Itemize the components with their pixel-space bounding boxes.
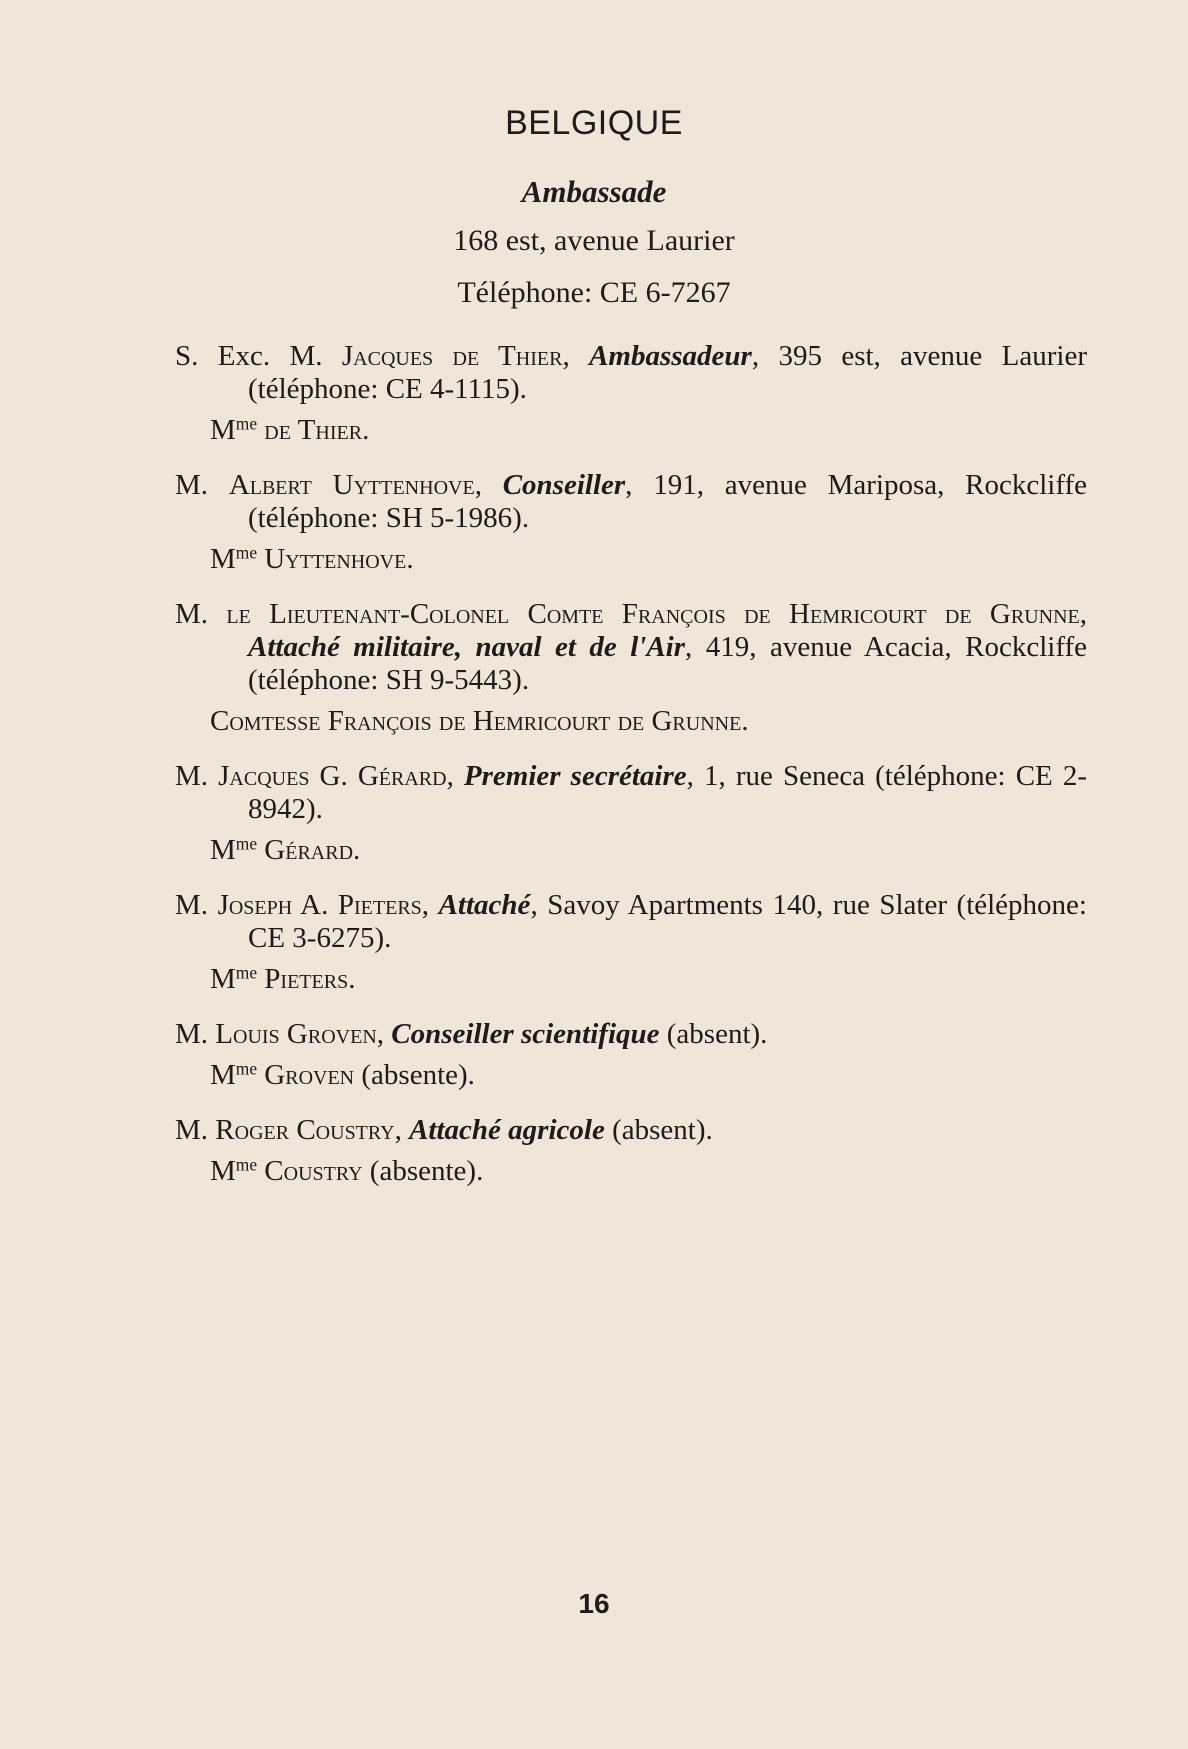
spouse-line: $M^{me}$ Gérard. (210, 833, 361, 866)
staff-name: Jacques de Thier (341, 340, 563, 372)
staff-line: S. Exc. M. Jacques de Thier, Ambassadeur, 395 est, avenue Laurier (téléphone: CE 4-1115). (175, 340, 1087, 405)
staff-title: Attaché (438, 889, 531, 921)
staff-name: Joseph A. Pieters (217, 889, 422, 921)
staff-line: M. Roger Coustry, Attaché agricole (absent). (175, 1114, 713, 1146)
spouse-line: Comtesse François de Hemricourt de Grunne. (210, 705, 749, 737)
staff-title: Premier secrétaire (463, 760, 687, 792)
spouse-line: $M^{me}$ Coustry (absente). (210, 1154, 484, 1187)
section-subtitle: Ambassade (521, 174, 667, 209)
staff-name: Louis Groven (215, 1018, 377, 1050)
staff-title: Attaché agricole (409, 1114, 605, 1146)
staff-name: le Lieutenant-Colonel Comte François de Hemricourt de Grunne (226, 598, 1080, 630)
embassy-address: 168 est, avenue Laurier (453, 224, 735, 257)
staff-entry (175, 889, 1087, 996)
embassy-phone: Téléphone: CE 6-7267 (457, 276, 731, 309)
page-number: 16 (578, 1588, 610, 1619)
spouse-line: $M^{me}$ Groven (absente). (210, 1058, 475, 1091)
staff-title: Attaché militaire, naval et de l'Air (248, 631, 686, 663)
staff-name: Roger Coustry (215, 1114, 395, 1146)
staff-entry (175, 598, 1087, 738)
staff-entry (175, 1114, 1087, 1188)
staff-entry (175, 340, 1087, 447)
staff-name: Albert Uyttenhove (228, 469, 475, 501)
staff-entry (175, 469, 1087, 576)
spouse-line: $M^{me}$ Pieters. (210, 962, 356, 995)
spouse-line: $M^{me}$ Uyttenhove. (210, 542, 414, 575)
staff-entry (175, 1018, 1087, 1092)
staff-line: M. Albert Uyttenhove, Conseiller, 191, avenue Mariposa, Rockcliffe (téléphone: SH 5-1986). (175, 469, 1087, 534)
staff-line: M. Louis Groven, Conseiller scientifique (absent). (175, 1018, 768, 1050)
staff-title: Conseiller scientifique (391, 1018, 660, 1050)
country-heading: BELGIQUE (505, 104, 683, 142)
staff-line: M. le Lieutenant-Colonel Comte François de Hemricourt de Grunne, Attaché militaire, naval et de l'Air, 419, avenue Acacia, Rockcliffe (téléphone: SH 9-5443). (175, 598, 1087, 696)
staff-line: M. Joseph A. Pieters, Attaché, Savoy Apartments 140, rue Slater (téléphone: CE 3-6275). (175, 889, 1087, 954)
staff-title: Conseiller (502, 469, 626, 501)
staff-title: Ambassadeur (589, 340, 752, 372)
staff-list (175, 340, 1087, 1210)
staff-entry (175, 760, 1087, 867)
staff-line: M. Jacques G. Gérard, Premier secrétaire, 1, rue Seneca (téléphone: CE 2-8942). (175, 760, 1088, 825)
staff-name: Jacques G. Gérard (218, 760, 447, 792)
spouse-line: $M^{me}$ de Thier. (210, 413, 370, 446)
